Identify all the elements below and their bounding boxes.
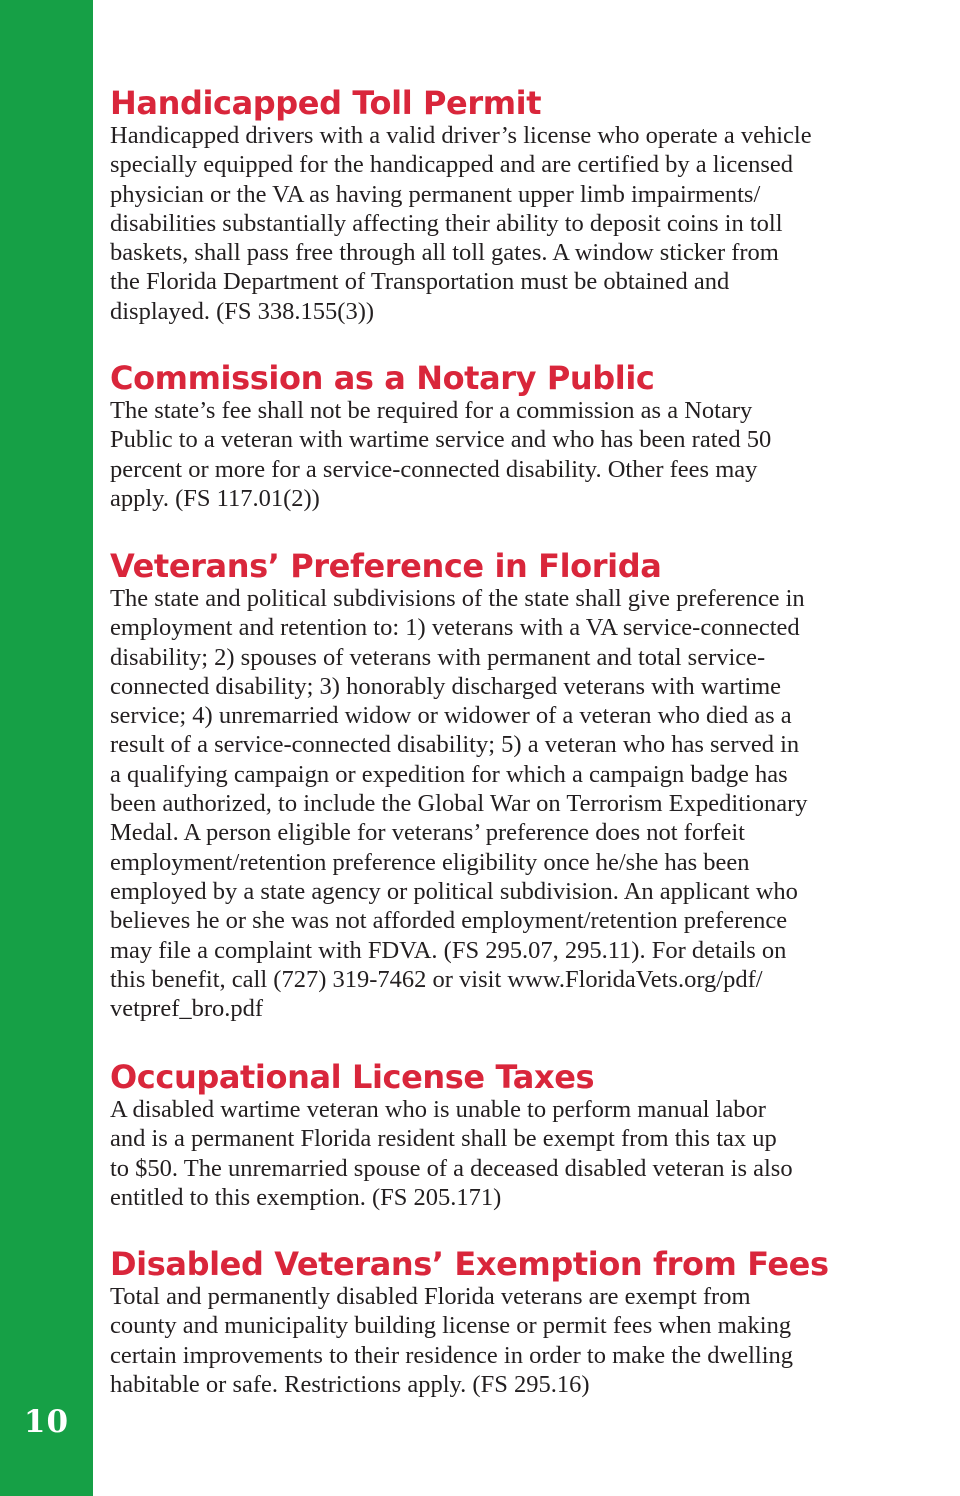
section-heading: Commission as a Notary Public	[110, 359, 655, 397]
section-veterans-preference	[110, 548, 910, 1023]
section-body	[110, 396, 910, 513]
section-occupational-license-taxes	[110, 1059, 910, 1212]
section-body	[110, 1282, 910, 1399]
body-line: disability; 2) spouses of veterans with permanent and total service-	[110, 643, 766, 671]
body-line: percent or more for a service-connected disability. Other fees may	[110, 455, 758, 483]
section-body	[110, 1095, 910, 1212]
body-line: a qualifying campaign or expedition for which a campaign badge has	[110, 760, 788, 788]
body-line: specially equipped for the handicapped and are certified by a licensed	[110, 151, 793, 179]
body-line: may file a complaint with FDVA. (FS 295.07, 295.11). For details on	[110, 936, 787, 964]
section-heading: Veterans’ Preference in Florida	[110, 547, 662, 585]
page-number: 10	[23, 1404, 70, 1440]
section-notary-public	[110, 360, 910, 513]
section-body	[110, 584, 910, 1023]
body-line: employment/retention preference eligibility once he/she has been	[110, 848, 750, 876]
body-line: and is a permanent Florida resident shall be exempt from this tax up	[110, 1125, 777, 1153]
section-handicapped-toll-permit	[110, 85, 910, 326]
section-body	[110, 121, 910, 326]
body-line: Total and permanently disabled Florida veterans are exempt from	[110, 1283, 751, 1310]
body-line: disabilities substantially affecting their ability to deposit coins in toll	[110, 209, 783, 237]
body-line: A disabled wartime veteran who is unable to perform manual labor	[110, 1096, 766, 1123]
section-heading: Handicapped Toll Permit	[110, 84, 542, 122]
body-line: Public to a veteran with wartime service and who has been rated 50	[110, 426, 772, 454]
body-line: The state and political subdivisions of the state shall give preference in	[110, 585, 805, 612]
body-line: Handicapped drivers with a valid driver’s license who operate a vehicle	[110, 122, 812, 149]
section-heading: Occupational License Taxes	[110, 1058, 595, 1096]
body-line: entitled to this exemption. (FS 205.171)	[110, 1183, 502, 1211]
body-line: to $50. The unremarried spouse of a deceased disabled veteran is also	[110, 1154, 793, 1182]
body-line: The state’s fee shall not be required for a commission as a Notary	[110, 397, 753, 424]
page-side-bar	[0, 0, 93, 1496]
body-line: employment and retention to: 1) veterans with a VA service-connected	[110, 614, 800, 642]
body-line: physician or the VA as having permanent upper limb impairments/	[110, 180, 761, 208]
body-line: Medal. A person eligible for veterans’ preference does not forfeit	[110, 819, 745, 847]
body-line: this benefit, call (727) 319-7462 or visit www.FloridaVets.org/pdf/	[110, 965, 763, 993]
section-disabled-veterans-fee-exemption	[110, 1246, 910, 1399]
body-line: service; 4) unremarried widow or widower of a veteran who died as a	[110, 702, 792, 730]
body-line: displayed. (FS 338.155(3))	[110, 297, 375, 325]
body-line: result of a service-connected disability; 5) a veteran who has served in	[110, 731, 800, 759]
body-line: baskets, shall pass free through all toll gates. A window sticker from	[110, 239, 779, 267]
body-line: vetpref_bro.pdf	[110, 995, 264, 1023]
body-line: county and municipality building license or permit fees when making	[110, 1312, 792, 1340]
body-line: connected disability; 3) honorably discharged veterans with wartime	[110, 672, 782, 700]
section-heading: Disabled Veterans’ Exemption from Fees	[110, 1245, 829, 1283]
body-line: apply. (FS 117.01(2))	[110, 484, 320, 512]
body-line: believes he or she was not afforded employment/retention preference	[110, 907, 788, 935]
body-line: habitable or safe. Restrictions apply. (FS 295.16)	[110, 1370, 590, 1398]
body-line: employed by a state agency or political subdivision. An applicant who	[110, 877, 798, 905]
body-line: certain improvements to their residence in order to make the dwelling	[110, 1341, 794, 1369]
body-line: been authorized, to include the Global War on Terrorism Expeditionary	[110, 790, 808, 818]
body-line: the Florida Department of Transportation must be obtained and	[110, 268, 730, 296]
